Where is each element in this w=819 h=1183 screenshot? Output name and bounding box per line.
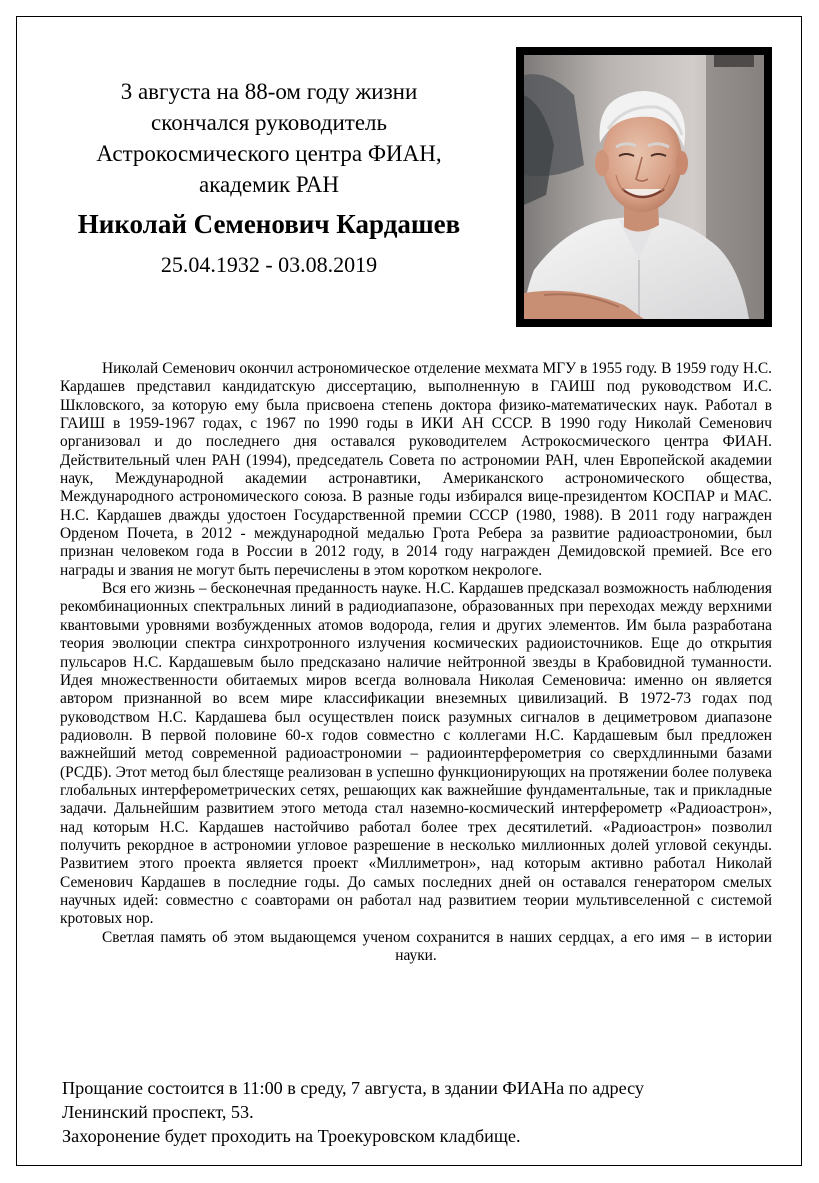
- announcement-line-1: 3 августа на 88-ом году жизни: [120, 79, 418, 104]
- obituary-body: [60, 360, 772, 965]
- announcement-line-2: скончался руководитель: [151, 110, 387, 135]
- memory-paragraph: Светлая память об этом выдающемся ученом сохранится в наших сердцах, а его имя – в истории науки.: [102, 928, 772, 964]
- portrait-illustration: [524, 55, 764, 319]
- announcement-line-3: Астрокосмического центра ФИАН,: [96, 141, 442, 166]
- farewell-line-1: Прощание состоится в 11:00 в среду, 7 августа, в здании ФИАНа по адресу: [62, 1078, 645, 1098]
- portrait-photo: [516, 47, 772, 327]
- farewell-line-2: Ленинский проспект, 53.: [62, 1102, 254, 1122]
- biography-paragraph: Николай Семенович окончил астрономическое отделение мехмата МГУ в 1955 году. В 1959 году Н.С. Кардашев представил кандидатскую диссертацию, выполненную в ГАИШ под руководством И.С. Шкловского, за которую ему была присвоена степень доктора физико-математических наук. Работал в ГАИШ в 1959-1967 годах, с 1967 по 1990 годы в ИКИ АН СССР. В 1990 году Николай Семенович организовал и до последнего дня оставался руководителем Астрокосмического центра ФИАН. Действительный член РАН (1994), председатель Совета по астрономии РАН, член Европейской академии наук, Международной академии астронавтики, Американского астрономического общества, Международного астрономического союза. В разные годы избирался вице-президентом КОСПАР и МАС. Н.С. Кардашев дважды удостоен Государственной премии СССР (1980, 1988). В 2011 году награжден Орденом Почета, в 2012 - международной медалью Грота Ребера за развитие радиоастрономии, был признан человеком года в России в 2012 году, в 2014 году награжден Демидовской премией. Все его награды и звания не могут быть перечислены в этом коротком некрологе.: [60, 360, 772, 579]
- burial-line: Захоронение будет проходить на Троекуровском кладбище.: [62, 1126, 521, 1146]
- scientific-work-paragraph: Вся его жизнь – бесконечная преданность науке. Н.С. Кардашев предсказал возможность наблюдения рекомбинационных спектральных линий в радиодиапазоне, образованных при переходах между верхними квантовыми уровнями возбужденных атомов водорода, гелия и других элементов. Им была разработана теория эволюции спектра синхротронного излучения космических радиоисточников. Еще до открытия пульсаров Н.С. Кардашевым было предсказано наличие нейтронной звезды в Крабовидной туманности. Идея множественности обитаемых миров всегда волновала Николая Семеновича: именно он является автором признанной во всем мире классификации внеземных цивилизаций. В 1972-73 годах под руководством Н.С. Кардашева был осуществлен поиск разумных сигналов в дециметровом диапазоне радиоволн. В первой половине 60-х годов совместно с коллегами Н.С. Кардашевым был предложен важнейший метод современной радиоастрономии – радиоинтерферометрия со сверхдлинными базами (РСДБ). Этот метод был блестяще реализован в успешно функционирующих на протяжении более полувека глобальных интерферометрических сетях, решающих как важнейшие фундаментальные, так и прикладные задачи. Дальнейшим развитием этого метода стал наземно-космический интерферометр «Радиоастрон», над которым Н.С. Кардашев настойчиво работал более трех десятилетий. «Радиоастрон» позволил получить рекордное в астрономии угловое разрешение в несколько миллионных долей угловой секунды. Развитием этого проекта является проект «Миллиметрон», над которым активно работал Николай Семенович Кардашев в последние годы. До самых последних дней он оставался генератором смелых научных идей: совместно с соавторами он работал над развитием теории мультивселенной с системой кротовых нор.: [60, 580, 772, 928]
- funeral-info: [62, 1076, 782, 1148]
- announcement-line-4: академик РАН: [198, 172, 339, 197]
- life-dates: 25.04.1932 - 03.08.2019: [160, 252, 378, 277]
- obituary-header: [40, 76, 498, 280]
- person-name: Николай Семенович Кардашев: [77, 209, 461, 239]
